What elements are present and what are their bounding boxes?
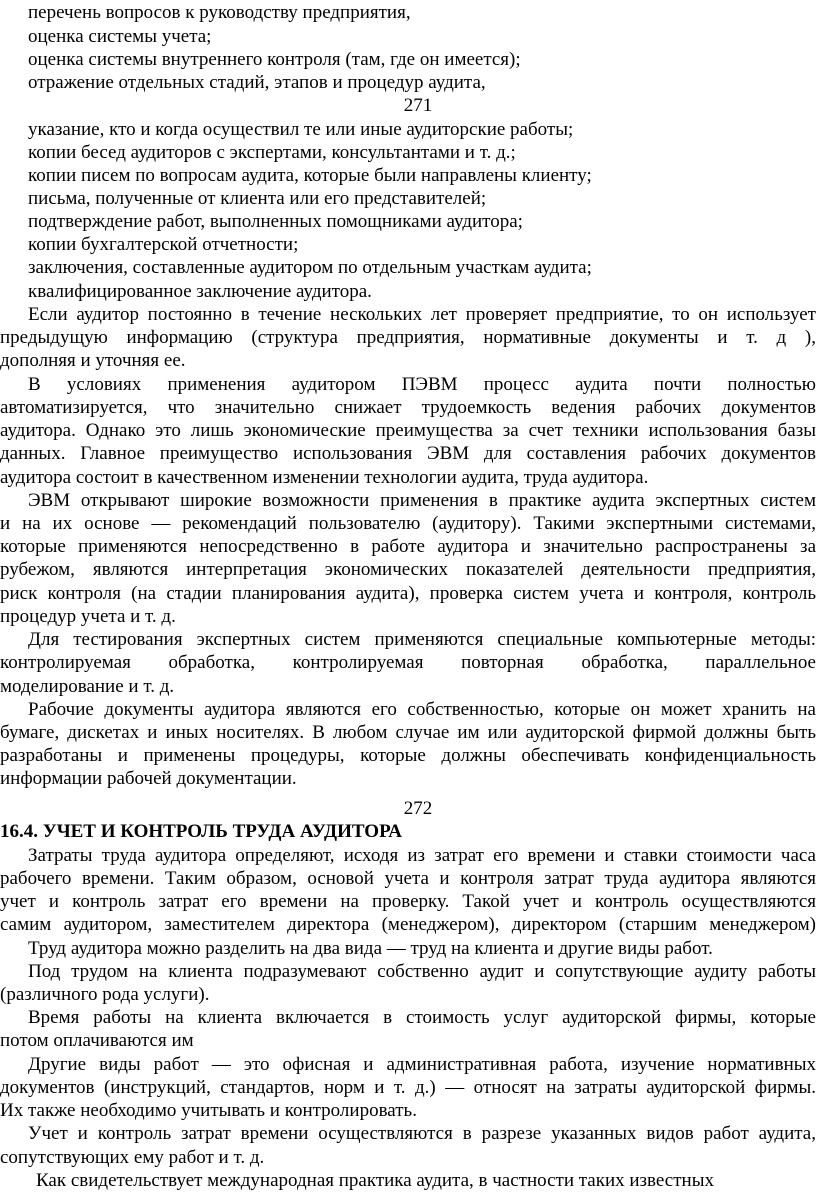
paragraph-line: Если аудитор постоянно в течение нескольких лет проверяет предприятие, то он использует <box>28 304 816 325</box>
paragraph-line: учет и контроль затрат его времени на проверку. Такой учет и контроль осуществляются <box>0 891 816 912</box>
list-item: копии бесед аудиторов с экспертами, консультантами и т. д.; <box>28 142 516 163</box>
list-item: оценка системы учета; <box>28 26 212 47</box>
list-item: подтверждение работ, выполненных помощниками аудитора; <box>28 211 523 232</box>
paragraph-line: контролируемая обработка, контролируемая повторная обработка, параллельное <box>0 652 816 673</box>
paragraph-line: сопутствующих ему работ и т. д. <box>0 1147 265 1168</box>
paragraph-line: моделирование и т. д. <box>0 676 175 697</box>
paragraph-line: Труд аудитора можно разделить на два вида — труд на клиента и другие виды работ. <box>28 938 713 959</box>
paragraph-line: аудитора состоит в качественном изменении технологии аудита, труда аудитора. <box>0 467 649 488</box>
paragraph-line: документов (инструкций, стандартов, норм и т. д.) — относят на затраты аудиторской фирмы. <box>0 1077 816 1098</box>
paragraph-line: Другие виды работ — это офисная и административная работа, изучение нормативных <box>28 1054 816 1075</box>
paragraph-line: В условиях применения аудитором ПЭВМ процесс аудита почти полностью <box>28 374 816 395</box>
list-item: квалифицированное заключение аудитора. <box>28 281 372 302</box>
paragraph-line: Их также необходимо учитывать и контролировать. <box>0 1100 417 1121</box>
paragraph-line: Рабочие документы аудитора являются его собственностью, которые он может хранить на <box>28 699 816 720</box>
paragraph-line: автоматизируется, что значительно снижает трудоемкость ведения рабочих документов <box>0 397 816 418</box>
section-heading: 16.4. УЧЕТ И КОНТРОЛЬ ТРУДА АУДИТОРА <box>0 821 402 842</box>
list-item: оценка системы внутреннего контроля (там, где он имеется); <box>28 49 521 70</box>
paragraph-line: рабочего времени. Таким образом, основой учета и контроля затрат труда аудитора являются <box>0 868 816 889</box>
list-item: перечень вопросов к руководству предприятия, <box>28 2 411 23</box>
paragraph-line: данных. Главное преимущество использования ЭВМ для составления рабочих документов <box>0 443 816 464</box>
paragraph-line: Как свидетельствует международная практика аудита, в частности таких известных <box>36 1170 714 1191</box>
paragraph-line: Затраты труда аудитора определяют, исходя из затрат его времени и ставки стоимости часа <box>28 845 816 866</box>
list-item: копии писем по вопросам аудита, которые были направлены клиенту; <box>28 165 592 186</box>
paragraph-line: самим аудитором, заместителем директора (менеджером), директором (старшим менеджером) <box>0 914 816 935</box>
paragraph-line: бумаге, дискетах и иных носителях. В любом случае им или аудиторской фирмой должны быть <box>0 722 816 743</box>
list-item: отражение отдельных стадий, этапов и процедур аудита, <box>28 72 486 93</box>
paragraph-line: риск контроля (на стадии планирования аудита), проверка систем учета и контроля, контроль <box>0 583 816 604</box>
paragraph-line: Учет и контроль затрат времени осуществляются в разрезе указанных видов работ аудита, <box>28 1123 816 1144</box>
paragraph-line: которые применяются непосредственно в работе аудитора и значительно распространены за <box>0 536 816 557</box>
list-item: письма, полученные от клиента или его представителей; <box>28 188 487 209</box>
paragraph-line: предыдущую информацию (структура предприятия, нормативные документы и т. д ), <box>0 327 816 348</box>
paragraph-line: Для тестирования экспертных систем применяются специальные компьютерные методы: <box>28 629 816 650</box>
paragraph-line: информации рабочей документации. <box>0 768 297 789</box>
paragraph-line: и на их основе — рекомендаций пользователю (аудитору). Такими экспертными системами, <box>0 513 816 534</box>
paragraph-line: потом оплачиваются им <box>0 1030 194 1051</box>
list-item: указание, кто и когда осуществил те или иные аудиторские работы; <box>28 119 574 140</box>
paragraph-line: рубежом, являются интерпретация экономических показателей деятельности предприятия, <box>0 559 816 580</box>
paragraph-line: процедур учета и т. д. <box>0 606 176 627</box>
page-number: 272 <box>403 798 433 819</box>
list-item: заключения, составленные аудитором по отдельным участкам аудита; <box>28 257 592 278</box>
paragraph-line: Время работы на клиента включается в стоимость услуг аудиторской фирмы, которые <box>28 1007 816 1028</box>
paragraph-line: дополняя и уточняя ее. <box>0 350 186 371</box>
paragraph-line: (различного рода услуги). <box>0 984 210 1005</box>
paragraph-line: аудитора. Однако это лишь экономические преимущества за счет техники использования базы <box>0 420 816 441</box>
page-number: 271 <box>403 95 433 116</box>
list-item: копии бухгалтерской отчетности; <box>28 234 299 255</box>
paragraph-line: Под трудом на клиента подразумевают собственно аудит и сопутствующие аудиту работы <box>28 961 816 982</box>
paragraph-line: ЭВМ открывают широкие возможности применения в практике аудита экспертных систем <box>28 490 816 511</box>
paragraph-line: разработаны и применены процедуры, которые должны обеспечивать конфиденциальность <box>0 745 816 766</box>
